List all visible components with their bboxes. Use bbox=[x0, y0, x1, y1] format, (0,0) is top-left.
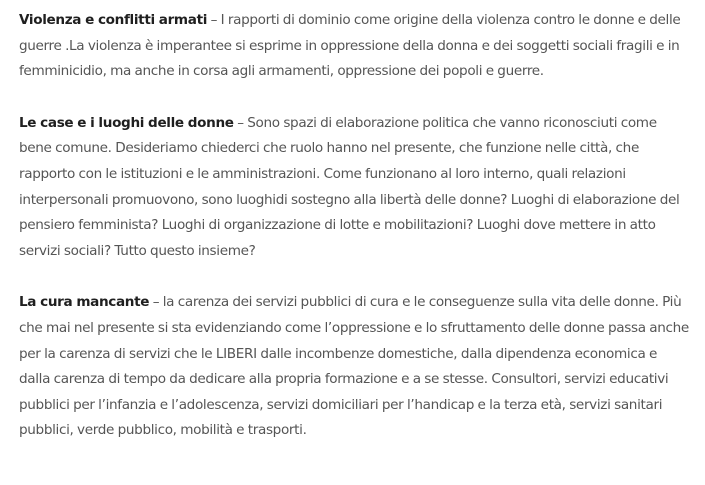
section-violenza bbox=[19, 8, 689, 85]
section-text: – la carenza dei servizi pubblici di cura e le conseguenze sulla vita delle donne. Più che mai nel presente si sta evidenziando come l’oppressione e lo sfruttamento delle donne passa anche per la carenza di servizi che le LIBERI dalle incombenze domestiche, dalla dipendenza economica e dalla carenza di tempo da dedicare alla propria formazione e a se stesse. Consultori, servizi educativi pubblici per l’infanzia e l’adolescenza, servizi domiciliari per l’handicap e la terza età, servizi sanitari pubblici, verde pubblico, mobilità e trasporti. bbox=[19, 294, 689, 439]
section-text: – I rapporti di dominio come origine della violenza contro le donne e delle guerre .La violenza è imperantee si esprime in oppressione della donna e dei soggetti sociali fragili e in femminicidio, ma anche in corsa agli armamenti, oppressione dei popoli e guerre. bbox=[19, 12, 681, 80]
section-cura-mancante bbox=[19, 290, 689, 444]
section-case-luoghi bbox=[19, 111, 689, 265]
section-text: – Sono spazi di elaborazione politica che vanno riconosciuti come bene comune. Desideriamo chiederci che ruolo hanno nel presente, che funzione nelle città, che rapporto con le istituzioni e le amministrazioni. Come funzionano al loro interno, quali relazioni interpersonali promuovono, sono luoghidi sostegno alla libertà delle donne? Luoghi di elaborazione del pensiero femminista? Luoghi di organizzazione di lotte e mobilitazioni? Luoghi dove mettere in atto servizi sociali? Tutto questo insieme? bbox=[19, 114, 680, 259]
article-body bbox=[19, 8, 689, 470]
section-title: Violenza e conflitti armati bbox=[19, 12, 208, 28]
section-title: La cura mancante bbox=[19, 294, 150, 311]
section-title: Le case e i luoghi delle donne bbox=[19, 114, 234, 131]
